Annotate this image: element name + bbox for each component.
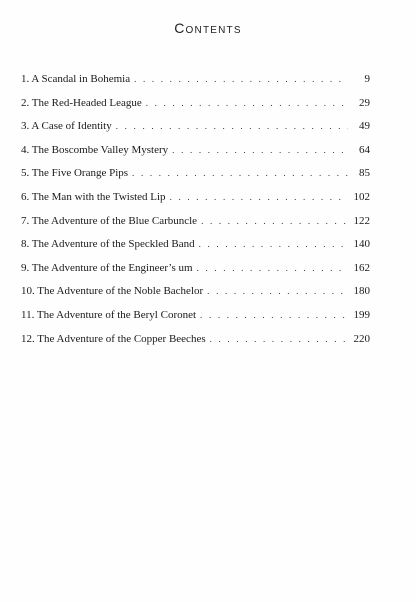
toc-entry-8: [21, 233, 370, 257]
toc-entry-page: 102: [353, 190, 370, 203]
toc-entry-12: [21, 328, 370, 352]
toc-entry-page: 85: [359, 167, 370, 180]
dot-leader: [170, 186, 346, 210]
toc-entry-11: [21, 304, 370, 328]
contents-heading: Contents: [174, 20, 242, 36]
toc-entry-title: 2. The Red-Headed League: [21, 96, 142, 109]
toc-entry-5: [21, 162, 370, 186]
dot-leader: [200, 304, 345, 328]
dot-leader: [199, 233, 346, 257]
toc-entry-7: [21, 210, 370, 234]
toc-entry-page: 49: [359, 120, 370, 133]
toc-entry-title: 7. The Adventure of the Blue Carbuncle: [21, 214, 198, 227]
dot-leader: [172, 139, 348, 163]
toc-entry-page: 220: [353, 332, 370, 345]
dot-leader: [201, 210, 345, 234]
toc-entry-title: 4. The Boscombe Valley Mystery: [21, 143, 169, 156]
toc-entry-title: 5. The Five Orange Pips: [21, 167, 129, 180]
dot-leader: [132, 162, 348, 186]
toc-entry-page: 122: [353, 214, 370, 227]
toc-entry-page: 9: [364, 73, 370, 85]
dot-leader: [210, 328, 346, 352]
toc-entry-page: 29: [359, 96, 370, 109]
toc-entry-6: [21, 186, 370, 210]
dot-leader: [197, 257, 346, 281]
toc-entry-page: 199: [353, 308, 370, 321]
dot-leader: [134, 68, 348, 92]
toc-entry-title: 9. The Adventure of the Engineer’s um: [21, 261, 193, 274]
dot-leader: [116, 115, 348, 139]
toc-entry-title: 12. The Adventure of the Copper Beeches: [21, 332, 206, 345]
toc-entry-9: [21, 257, 370, 281]
toc-entry-3: [21, 115, 370, 139]
toc-entry-title: 10. The Adventure of the Noble Bachelor: [21, 285, 204, 298]
toc-entry-2: [21, 92, 370, 116]
dot-leader: [207, 280, 345, 304]
dot-leader: [146, 92, 348, 116]
toc-entry-title: 1. A Scandal in Bohemia: [21, 73, 131, 85]
toc-entry-page: 180: [353, 285, 370, 298]
table-of-contents: [21, 68, 370, 351]
toc-entry-1: [21, 68, 370, 92]
toc-entry-title: 8. The Adventure of the Speckled Band: [21, 238, 195, 251]
toc-entry-10: [21, 280, 370, 304]
toc-entry-title: 6. The Man with the Twisted Lip: [21, 190, 166, 203]
toc-entry-page: 64: [359, 143, 370, 156]
toc-entry-page: 162: [353, 261, 370, 274]
toc-entry-title: 3. A Case of Identity: [21, 120, 112, 133]
toc-entry-title: 11. The Adventure of the Beryl Coronet: [21, 308, 197, 321]
toc-entry-4: [21, 139, 370, 163]
toc-entry-page: 140: [353, 238, 370, 251]
